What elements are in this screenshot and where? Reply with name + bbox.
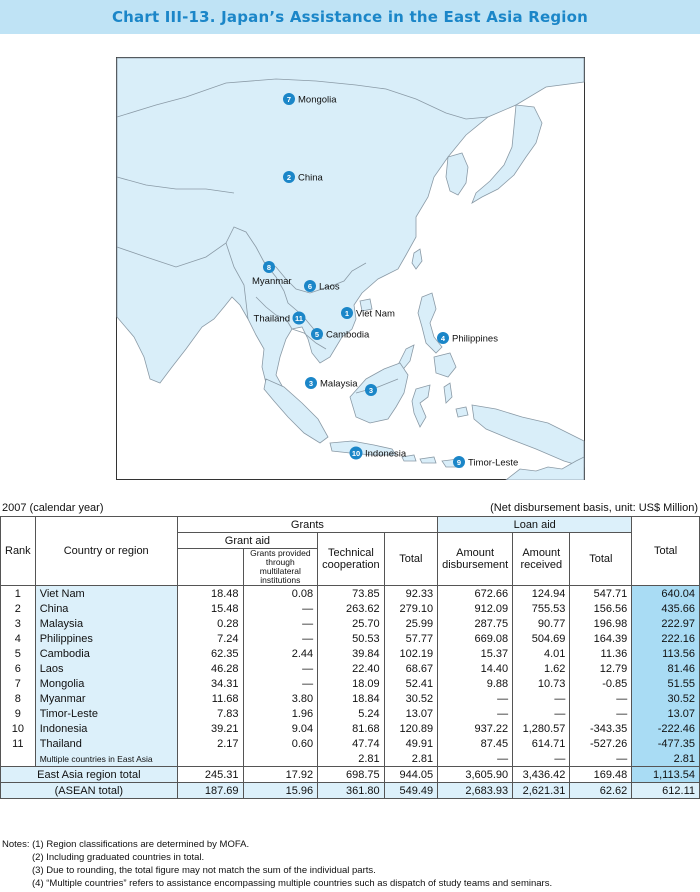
cell-multilateral: 1.96 bbox=[243, 706, 318, 721]
cell-received: 90.77 bbox=[513, 616, 570, 631]
cell-grant-aid: 7.83 bbox=[177, 706, 243, 721]
cell-disbursement: 9.88 bbox=[438, 676, 513, 691]
cell-loan-total: 169.48 bbox=[570, 767, 632, 783]
table-row bbox=[1, 706, 700, 721]
cell-multilateral: 2.44 bbox=[243, 646, 318, 661]
cell-multilateral: — bbox=[243, 661, 318, 676]
cell-country: Viet Nam bbox=[35, 586, 177, 602]
cell-country: Thailand bbox=[35, 736, 177, 751]
cell-rank: 6 bbox=[1, 661, 36, 676]
map-marker-china[interactable] bbox=[283, 171, 324, 184]
cell-disbursement: 912.09 bbox=[438, 601, 513, 616]
marker-label: Thailand bbox=[253, 313, 290, 325]
cell-received: 2,621.31 bbox=[513, 783, 570, 799]
header-loan-aid: Loan aid bbox=[438, 517, 632, 533]
cell-grants-total: 52.41 bbox=[384, 676, 438, 691]
cell-multilateral: — bbox=[243, 676, 318, 691]
cell-technical: 263.62 bbox=[318, 601, 384, 616]
footnote: (3) Due to rounding, the total figure may not match the sum of the individual parts. bbox=[32, 865, 376, 876]
marker-label: Philippines bbox=[452, 333, 498, 345]
cell-loan-total: — bbox=[570, 706, 632, 721]
header-loan-total: Total bbox=[570, 533, 632, 586]
cell-grant-aid: 18.48 bbox=[177, 586, 243, 602]
cell-country: Mongolia bbox=[35, 676, 177, 691]
cell-loan-total: 156.56 bbox=[570, 601, 632, 616]
region-total-label: East Asia region total bbox=[1, 767, 178, 783]
header-grand-total: Total bbox=[632, 517, 700, 586]
cell-grants-total: 102.19 bbox=[384, 646, 438, 661]
cell-grant-aid: 15.48 bbox=[177, 601, 243, 616]
marker-rank: 8 bbox=[266, 263, 272, 272]
cell-total: 435.66 bbox=[632, 601, 700, 616]
cell-loan-total: 164.39 bbox=[570, 631, 632, 646]
marker-rank: 6 bbox=[307, 282, 313, 291]
cell-grants-total: 30.52 bbox=[384, 691, 438, 706]
cell-country: Cambodia bbox=[35, 646, 177, 661]
cell-technical: 39.84 bbox=[318, 646, 384, 661]
cell-grants-total: 92.33 bbox=[384, 586, 438, 602]
cell-disbursement: 14.40 bbox=[438, 661, 513, 676]
cell-total: 2.81 bbox=[632, 751, 700, 767]
chart-title: Chart III-13. Japan’s Assistance in the East Asia Region bbox=[111, 8, 589, 26]
cell-rank: 9 bbox=[1, 706, 36, 721]
map-marker-cambodia[interactable] bbox=[311, 328, 370, 341]
map-marker-indonesia[interactable] bbox=[350, 447, 407, 460]
cell-technical: 5.24 bbox=[318, 706, 384, 721]
chart-title-bar bbox=[0, 0, 700, 34]
marker-rank: 7 bbox=[286, 95, 292, 104]
header-received: Amount received bbox=[513, 533, 570, 586]
cell-grant-aid bbox=[177, 751, 243, 767]
marker-label: Laos bbox=[319, 281, 340, 293]
cell-total: 222.16 bbox=[632, 631, 700, 646]
cell-disbursement: — bbox=[438, 691, 513, 706]
cell-disbursement: 87.45 bbox=[438, 736, 513, 751]
region-total-row bbox=[1, 767, 700, 783]
table-row bbox=[1, 586, 700, 602]
map-marker-thailand[interactable] bbox=[254, 312, 306, 325]
cell-multilateral: 0.08 bbox=[243, 586, 318, 602]
marker-rank: 4 bbox=[440, 334, 446, 343]
cell-technical: 25.70 bbox=[318, 616, 384, 631]
cell-loan-total: 196.98 bbox=[570, 616, 632, 631]
cell-grant-aid: 62.35 bbox=[177, 646, 243, 661]
header-multilateral: Grants provided through multilateral institutions bbox=[243, 549, 318, 586]
cell-technical: 18.84 bbox=[318, 691, 384, 706]
cell-received: 755.53 bbox=[513, 601, 570, 616]
footnote: (4) “Multiple countries” refers to assistance encompassing multiple countries such as dispatch of study teams and seminars. bbox=[32, 878, 553, 889]
table-row bbox=[1, 691, 700, 706]
cell-multilateral: 3.80 bbox=[243, 691, 318, 706]
cell-country: Philippines bbox=[35, 631, 177, 646]
cell-multilateral: — bbox=[243, 631, 318, 646]
cell-country: Malaysia bbox=[35, 616, 177, 631]
cell-loan-total: 547.71 bbox=[570, 586, 632, 602]
cell-disbursement: 3,605.90 bbox=[438, 767, 513, 783]
cell-received: — bbox=[513, 706, 570, 721]
table-row bbox=[1, 721, 700, 736]
map-marker-viet-nam[interactable] bbox=[341, 307, 395, 320]
marker-rank: 3 bbox=[308, 379, 314, 388]
cell-grant-aid: 245.31 bbox=[177, 767, 243, 783]
cell-country: Timor-Leste bbox=[35, 706, 177, 721]
map-marker-malaysia[interactable] bbox=[305, 377, 358, 390]
cell-received: 4.01 bbox=[513, 646, 570, 661]
cell-technical: 2.81 bbox=[318, 751, 384, 767]
cell-loan-total: -527.26 bbox=[570, 736, 632, 751]
table-row bbox=[1, 751, 700, 767]
cell-grants-total: 68.67 bbox=[384, 661, 438, 676]
cell-technical: 50.53 bbox=[318, 631, 384, 646]
cell-received: 1.62 bbox=[513, 661, 570, 676]
footnotes bbox=[2, 838, 552, 890]
cell-grant-aid: 7.24 bbox=[177, 631, 243, 646]
marker-label: Malaysia bbox=[320, 378, 358, 390]
cell-grant-aid: 0.28 bbox=[177, 616, 243, 631]
east-asia-map bbox=[116, 57, 585, 480]
header-technical: Technical cooperation bbox=[318, 533, 384, 586]
cell-loan-total: 62.62 bbox=[570, 783, 632, 799]
marker-rank: 5 bbox=[314, 330, 320, 339]
header-grant-aid: Grant aid bbox=[177, 533, 317, 549]
calendar-year-note: 2007 (calendar year) bbox=[2, 502, 104, 514]
cell-country: Multiple countries in East Asia bbox=[35, 751, 177, 767]
cell-received: 3,436.42 bbox=[513, 767, 570, 783]
map-marker-laos[interactable] bbox=[304, 280, 340, 293]
cell-rank: 5 bbox=[1, 646, 36, 661]
cell-received: 10.73 bbox=[513, 676, 570, 691]
asean-total-row bbox=[1, 783, 700, 799]
marker-label: Cambodia bbox=[326, 329, 370, 341]
marker-label: Indonesia bbox=[365, 448, 407, 460]
cell-multilateral bbox=[243, 751, 318, 767]
cell-multilateral: — bbox=[243, 616, 318, 631]
cell-grant-aid: 187.69 bbox=[177, 783, 243, 799]
cell-multilateral: — bbox=[243, 601, 318, 616]
cell-technical: 361.80 bbox=[318, 783, 384, 799]
cell-technical: 698.75 bbox=[318, 767, 384, 783]
asean-total-label: (ASEAN total) bbox=[1, 783, 178, 799]
header-grants: Grants bbox=[177, 517, 437, 533]
cell-technical: 22.40 bbox=[318, 661, 384, 676]
marker-label: Myanmar bbox=[252, 276, 292, 287]
map-svg bbox=[116, 57, 585, 480]
cell-total: 612.11 bbox=[632, 783, 700, 799]
unit-note: (Net disbursement basis, unit: US$ Million) bbox=[490, 502, 698, 514]
cell-grants-total: 57.77 bbox=[384, 631, 438, 646]
table-row bbox=[1, 601, 700, 616]
cell-loan-total: -343.35 bbox=[570, 721, 632, 736]
cell-technical: 47.74 bbox=[318, 736, 384, 751]
marker-label: China bbox=[298, 172, 323, 184]
map-marker-philippines[interactable] bbox=[437, 332, 498, 345]
cell-disbursement: 2,683.93 bbox=[438, 783, 513, 799]
cell-total: 13.07 bbox=[632, 706, 700, 721]
cell-grant-aid: 39.21 bbox=[177, 721, 243, 736]
map-marker-mongolia[interactable] bbox=[283, 93, 337, 106]
cell-total: 51.55 bbox=[632, 676, 700, 691]
marker-rank: 2 bbox=[286, 173, 292, 182]
cell-total: 1,113.54 bbox=[632, 767, 700, 783]
footnote: Notes: (1) Region classifications are determined by MOFA. bbox=[2, 839, 250, 850]
table-row bbox=[1, 736, 700, 751]
cell-grants-total: 49.91 bbox=[384, 736, 438, 751]
cell-rank bbox=[1, 751, 36, 767]
cell-loan-total: 11.36 bbox=[570, 646, 632, 661]
cell-total: 81.46 bbox=[632, 661, 700, 676]
cell-disbursement: 669.08 bbox=[438, 631, 513, 646]
marker-rank: 3 bbox=[368, 386, 374, 395]
cell-grant-aid: 2.17 bbox=[177, 736, 243, 751]
cell-multilateral: 17.92 bbox=[243, 767, 318, 783]
cell-country: Laos bbox=[35, 661, 177, 676]
cell-rank: 4 bbox=[1, 631, 36, 646]
footnote: (2) Including graduated countries in total. bbox=[32, 852, 205, 863]
cell-rank: 3 bbox=[1, 616, 36, 631]
cell-rank: 8 bbox=[1, 691, 36, 706]
marker-rank: 9 bbox=[456, 458, 462, 467]
cell-total: -222.46 bbox=[632, 721, 700, 736]
cell-grant-aid: 34.31 bbox=[177, 676, 243, 691]
marker-rank: 1 bbox=[344, 309, 350, 318]
assistance-table bbox=[0, 516, 700, 799]
cell-total: 30.52 bbox=[632, 691, 700, 706]
cell-country: China bbox=[35, 601, 177, 616]
header-rank: Rank bbox=[1, 517, 36, 586]
header-grant-aid-blank bbox=[177, 549, 243, 586]
cell-grants-total: 2.81 bbox=[384, 751, 438, 767]
cell-technical: 81.68 bbox=[318, 721, 384, 736]
cell-grant-aid: 11.68 bbox=[177, 691, 243, 706]
cell-rank: 1 bbox=[1, 586, 36, 602]
table-row bbox=[1, 676, 700, 691]
cell-disbursement: 937.22 bbox=[438, 721, 513, 736]
cell-disbursement: — bbox=[438, 706, 513, 721]
table-row bbox=[1, 631, 700, 646]
cell-technical: 18.09 bbox=[318, 676, 384, 691]
marker-label: Mongolia bbox=[298, 94, 337, 106]
map-marker-timor-leste[interactable] bbox=[453, 456, 518, 469]
cell-loan-total: 12.79 bbox=[570, 661, 632, 676]
header-disbursement: Amount disbursement bbox=[438, 533, 513, 586]
cell-grants-total: 13.07 bbox=[384, 706, 438, 721]
table-row bbox=[1, 661, 700, 676]
cell-received: — bbox=[513, 691, 570, 706]
cell-multilateral: 0.60 bbox=[243, 736, 318, 751]
cell-rank: 2 bbox=[1, 601, 36, 616]
cell-country: Myanmar bbox=[35, 691, 177, 706]
marker-label: Timor-Leste bbox=[468, 457, 519, 469]
cell-country: Indonesia bbox=[35, 721, 177, 736]
cell-grants-total: 944.05 bbox=[384, 767, 438, 783]
cell-received: 1,280.57 bbox=[513, 721, 570, 736]
cell-grants-total: 120.89 bbox=[384, 721, 438, 736]
cell-disbursement: 15.37 bbox=[438, 646, 513, 661]
cell-disbursement: 672.66 bbox=[438, 586, 513, 602]
cell-received: 124.94 bbox=[513, 586, 570, 602]
cell-loan-total: -0.85 bbox=[570, 676, 632, 691]
cell-grant-aid: 46.28 bbox=[177, 661, 243, 676]
cell-loan-total: — bbox=[570, 751, 632, 767]
cell-rank: 10 bbox=[1, 721, 36, 736]
cell-rank: 11 bbox=[1, 736, 36, 751]
map-marker-malaysia-borneo[interactable] bbox=[365, 384, 377, 396]
header-country: Country or region bbox=[35, 517, 177, 586]
header-grants-total: Total bbox=[384, 533, 438, 586]
table-row bbox=[1, 646, 700, 661]
cell-rank: 7 bbox=[1, 676, 36, 691]
cell-total: 222.97 bbox=[632, 616, 700, 631]
marker-label: Viet Nam bbox=[356, 308, 395, 320]
cell-loan-total: — bbox=[570, 691, 632, 706]
cell-total: 640.04 bbox=[632, 586, 700, 602]
cell-disbursement: — bbox=[438, 751, 513, 767]
cell-received: 504.69 bbox=[513, 631, 570, 646]
cell-received: — bbox=[513, 751, 570, 767]
cell-multilateral: 15.96 bbox=[243, 783, 318, 799]
table-row bbox=[1, 616, 700, 631]
cell-grants-total: 25.99 bbox=[384, 616, 438, 631]
cell-received: 614.71 bbox=[513, 736, 570, 751]
marker-rank: 11 bbox=[295, 314, 303, 323]
marker-rank: 10 bbox=[351, 449, 361, 458]
cell-total: -477.35 bbox=[632, 736, 700, 751]
cell-disbursement: 287.75 bbox=[438, 616, 513, 631]
cell-technical: 73.85 bbox=[318, 586, 384, 602]
cell-grants-total: 549.49 bbox=[384, 783, 438, 799]
cell-grants-total: 279.10 bbox=[384, 601, 438, 616]
cell-total: 113.56 bbox=[632, 646, 700, 661]
cell-multilateral: 9.04 bbox=[243, 721, 318, 736]
